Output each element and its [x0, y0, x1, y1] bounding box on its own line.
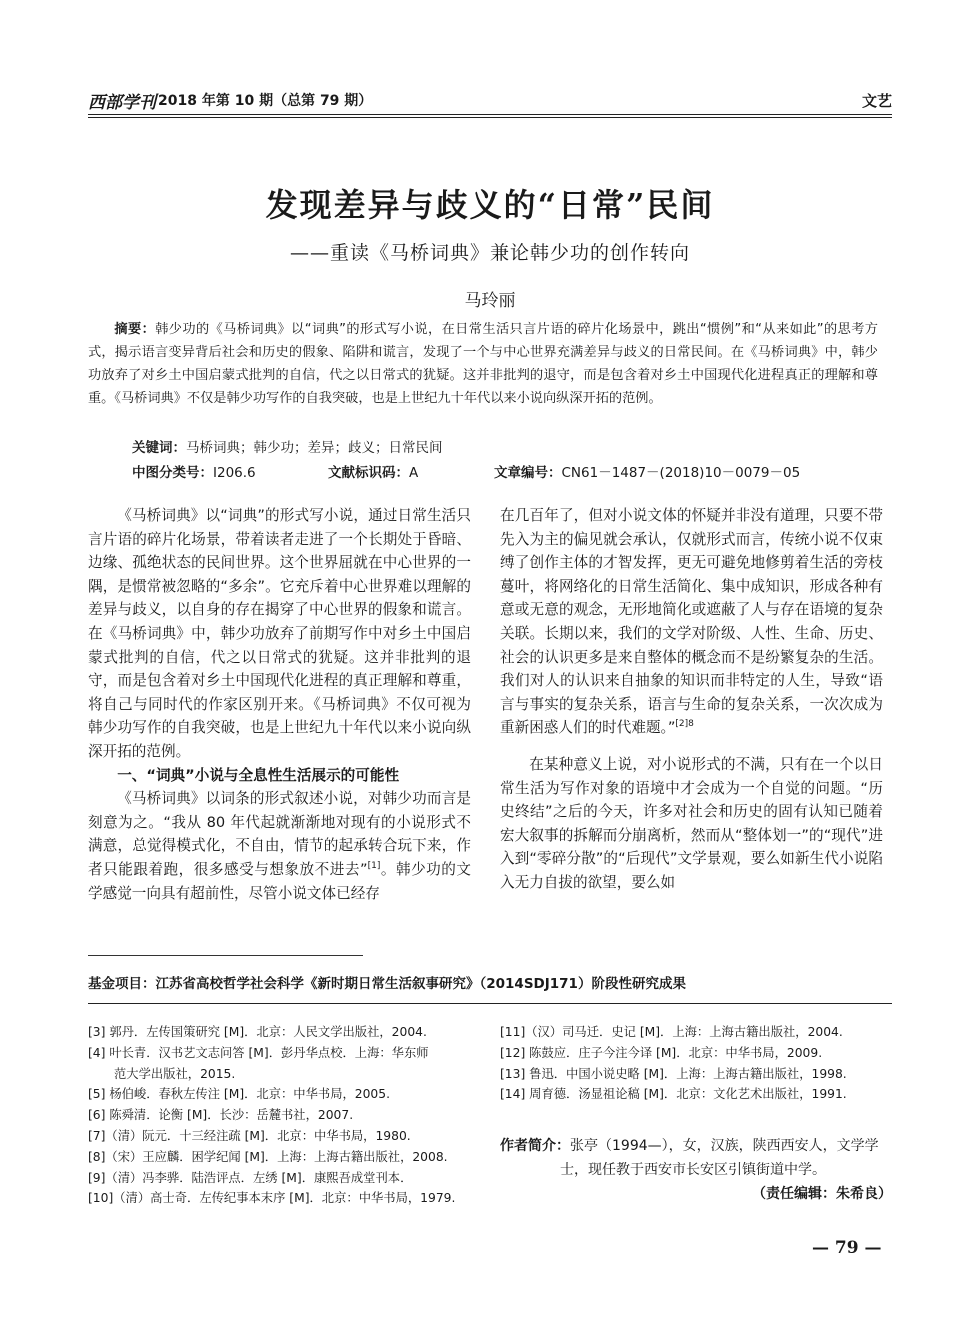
article-number-label: 文章编号： [494, 465, 562, 481]
paragraph: 《马桥词典》以“词典”的形式写小说，通过日常生活只言片语的碎片化场景，带着读者走进了一个长期处于昏暗、边缘、孤绝状态的民间世界。这个世界屈就在中心世界的一隅，是惯常被忽略的“多余”。它充斥着中心世界难以理解的差异与歧义，以自身的存在揭穿了中心世界的假象和谎言。在《马桥词典》中，韩少功放弃了前期写作中对乡土中国启蒙式批判的自信，代之以日常式的犹疑。这并非批判的退守，而是包含着对乡土中国现代化进程的真正理解和尊重，将自己与同时代的作家区别开来。《马桥词典》不仅可视为韩少功写作的自我突破，也是上世纪九十年代以来小说向纵深开拓的范例。 [88, 507, 471, 760]
keywords-text: 马桥词典；韩少功；差异；歧义；日常民间 [186, 440, 443, 456]
reference-item: [4] 叶长青．汉书艺文志问答 [M]．彭丹华点校．上海：华东师 [88, 1045, 429, 1060]
header-rule [88, 114, 892, 115]
author-intro-text: 张亭（1994—），女，汉族，陕西西安人，文学学 [570, 1138, 879, 1154]
section-name: 文艺 [861, 92, 892, 110]
reference-item: [9]（清）冯李骅．陆浩评点．左绣 [M]．康熙吾成堂刊本． [88, 1170, 413, 1185]
reference-item: [10]（清）高士奇．左传纪事本末序 [M]．北京：中华书局，1979. [88, 1191, 456, 1206]
reference-item: [5] 杨伯峻．春秋左传注 [M]．北京：中华书局，2005. [88, 1087, 390, 1102]
references-right [500, 1022, 847, 1105]
clc-number [132, 461, 256, 481]
clc-label: 中图分类号： [132, 465, 213, 481]
article-title: 发现差异与歧义的“日常”民间 [265, 186, 715, 224]
clc-value: I206.6 [213, 465, 256, 481]
citation: [1] [367, 861, 381, 872]
abstract [88, 318, 878, 410]
footnote-rule [88, 955, 363, 956]
article-subtitle: ——重读《马桥词典》兼论韩少功的创作转向 [289, 242, 690, 264]
paragraph-text: 。韩少功的文学感觉一向具有超前性，尽管小说文体已经存 [88, 860, 471, 902]
body-left-column [88, 504, 471, 905]
keywords-label: 关键词： [132, 440, 186, 456]
references-left [88, 1022, 455, 1209]
body-right-column [500, 504, 883, 895]
abstract-label: 摘要： [114, 322, 156, 337]
article-number-value: CN61－1487－(2018)10－0079－05 [561, 465, 801, 481]
section-heading: 一、“词典”小说与全息性生活展示的可能性 [117, 766, 400, 784]
header-rule-double [88, 117, 892, 118]
reference-item: [8]（宋）王应麟．困学纪闻 [M]．上海：上海古籍出版社，2008. [88, 1149, 448, 1164]
author-intro-line [500, 1134, 892, 1158]
doc-code-value: A [409, 465, 419, 481]
reference-item: [12] 陈鼓应．庄子今注今译 [M]．北京：中华书局，2009. [500, 1045, 823, 1060]
article-number [494, 461, 800, 481]
page-number: — 79 — [812, 1238, 882, 1258]
reference-item-continued: 范大学出版社，2015. [114, 1066, 236, 1081]
author-intro-label: 作者简介： [500, 1138, 570, 1154]
running-header [88, 88, 892, 114]
references-rule [88, 1003, 892, 1004]
paragraph [88, 787, 471, 905]
author-intro-line: 士，现任教于西安市长安区引镇街道中学。 [560, 1162, 826, 1178]
paragraph: 在某种意义上说，对小说形式的不满，只有在一个以日常生活为写作对象的语境中才会成为一个自觉的问题。“历史终结”之后的今天，许多对社会和历史的固有认知已随着宏大叙事的拆解而分崩离析，然而从“整体划一”的“现代”进入到“零碎分散”的“后现代”文学景观，要么如新生代小说陷入无力自拔的欲望，要么如 [500, 755, 883, 891]
reference-item: [11]（汉）司马迁．史记 [M]．上海：上海古籍出版社，2004. [500, 1025, 843, 1039]
abstract-text: 韩少功的《马桥词典》以“词典”的形式写小说，在日常生活只言片语的碎片化场景中，跳出“惯例”和“从来如此”的思考方式，揭示语言变异背后社会和历史的假象、陷阱和谎言，发现了一个与中心世界充满差异与歧义的日常民间。在《马桥词典》中，韩少功放弃了对乡土中国启蒙式批判的自信，代之以日常式的犹疑。这并非批判的退守，而是包含着对乡土中国现代化进程真正的理解和尊重。《马桥词典》不仅是韩少功写作的自我突破，也是上世纪九十年代以来小说向纵深开拓的范例。 [88, 322, 878, 406]
reference-item: [14] 周育德．汤显祖论稿 [M]．北京：文化艺术出版社，1991. [500, 1087, 847, 1102]
paragraph-text: 《马桥词典》以词条的形式叙述小说，对韩少功而言是刻意为之。“我从 80 年代起就渐渐地对现有的小说形式不满意，总觉得模式化，不自由，情节的起承转合玩下来，作者只能跟着跑，很多感受与想象放不进去” [88, 790, 471, 878]
paragraph [500, 504, 883, 740]
article-author: 马玲丽 [464, 291, 516, 311]
reference-item: [3] 郭丹．左传国策研究 [M]．北京：人民文学出版社，2004. [88, 1025, 427, 1039]
citation: [2]8 [675, 719, 694, 730]
document-code [328, 461, 418, 481]
reference-item: [6] 陈舜清．论衡 [M]．长沙：岳麓书社，2007. [88, 1108, 354, 1123]
issue-info: 2018 年第 10 期（总第 79 期） [158, 93, 373, 109]
paragraph-text: 在几百年了，但对小说文体的怀疑并非没有道理，只要不带先入为主的偏见就会承认，仅就形式而言，传统小说不仅束缚了创作主体的才智发挥，更无可避免地修剪着生活的旁枝蔓叶，将网络化的日常生活简化、集中成知识，形成各种有意或无意的观念，无形地简化或遮蔽了人与存在语境的复杂关联。长期以来，我们的文学对阶级、人性、生命、历史、社会的认识更多是来自整体的概念而不是纷繁复杂的生活。我们对人的认识来自抽象的知识而非特定的人生，导致“语言与事实的复杂关系，语言与生命的复杂关系，一次次成为重新困惑人们的时代难题。” [500, 507, 883, 737]
journal-name: 西部学刊 [88, 93, 156, 113]
fund-note: 基金项目：江苏省高校哲学社会科学《新时期日常生活叙事研究》（2014SDJ171）阶段性研究成果 [88, 976, 686, 992]
editor-note: （责任编辑：朱希良） [752, 1186, 892, 1202]
reference-item: [7]（清）阮元．十三经注疏 [M]．北京：中华书局，1980. [88, 1128, 411, 1143]
keywords [132, 436, 443, 456]
author-intro [500, 1134, 892, 1206]
doc-code-label: 文献标识码： [328, 465, 409, 481]
reference-item: [13] 鲁迅．中国小说史略 [M]．上海：上海古籍出版社，1998. [500, 1066, 847, 1081]
